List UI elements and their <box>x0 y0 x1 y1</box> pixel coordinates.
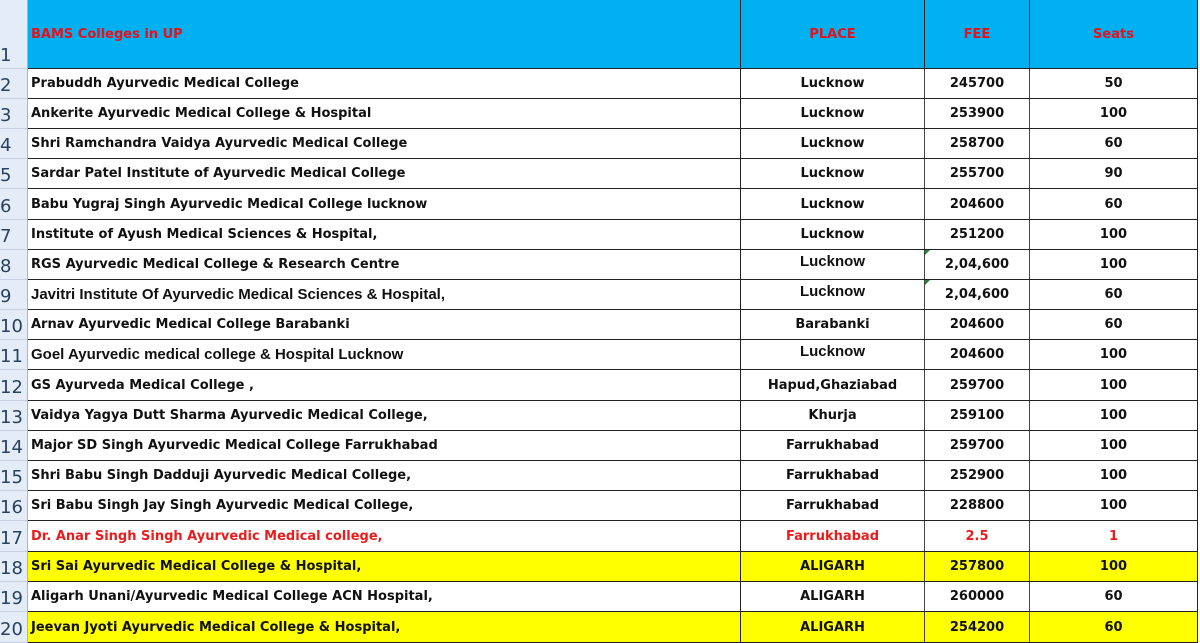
fee-cell[interactable]: 259700 <box>925 370 1030 400</box>
seats-cell[interactable]: 90 <box>1030 159 1198 188</box>
seats-cell[interactable]: 50 <box>1030 69 1198 98</box>
seats-cell[interactable]: 100 <box>1030 491 1198 520</box>
college-name-cell[interactable]: Sardar Patel Institute of Ayurvedic Medical College <box>28 159 741 188</box>
table-row <box>28 461 1198 491</box>
column-header-seats[interactable]: Seats <box>1030 0 1198 68</box>
college-name-cell[interactable]: Aligarh Unani/Ayurvedic Medical College ACN Hospital, <box>28 582 741 611</box>
fee-cell[interactable]: 258700 <box>925 129 1030 158</box>
table-row <box>28 491 1198 521</box>
row-header-2[interactable]: 2 <box>0 69 27 99</box>
row-header-11[interactable]: 11 <box>0 340 27 370</box>
fee-cell[interactable]: 253900 <box>925 99 1030 128</box>
fee-cell[interactable]: 254200 <box>925 612 1030 642</box>
seats-cell[interactable]: 100 <box>1030 431 1198 460</box>
fee-cell[interactable]: 204600 <box>925 310 1030 339</box>
place-cell[interactable]: Lucknow <box>741 129 925 158</box>
fee-cell[interactable]: 2.5 <box>925 521 1030 551</box>
column-header-place[interactable]: PLACE <box>741 0 925 68</box>
place-cell[interactable]: ALIGARH <box>741 612 925 642</box>
college-name-cell[interactable]: RGS Ayurvedic Medical College & Research Centre <box>28 250 741 279</box>
college-name-cell[interactable]: Jeevan Jyoti Ayurvedic Medical College & Hospital, <box>28 612 741 642</box>
table-row <box>28 582 1198 612</box>
title-cell[interactable]: BAMS Colleges in UP <box>28 0 741 68</box>
seats-cell[interactable]: 100 <box>1030 250 1198 279</box>
fee-cell[interactable]: 255700 <box>925 159 1030 188</box>
place-cell[interactable]: Lucknow <box>741 280 925 309</box>
table-row <box>28 431 1198 461</box>
error-indicator-icon <box>925 250 930 255</box>
table-row <box>28 189 1198 220</box>
fee-cell[interactable]: 204600 <box>925 189 1030 219</box>
table-row <box>28 250 1198 280</box>
fee-cell[interactable]: 251200 <box>925 220 1030 249</box>
fee-cell[interactable] <box>925 250 1030 279</box>
college-name-cell[interactable]: Institute of Ayush Medical Sciences & Hospital, <box>28 220 741 249</box>
seats-cell[interactable]: 100 <box>1030 99 1198 128</box>
table-row-highlighted-yellow <box>28 552 1198 582</box>
table-row <box>28 280 1198 310</box>
row-header-8[interactable]: 8 <box>0 250 27 280</box>
row-header-20[interactable]: 20 <box>0 612 27 643</box>
place-cell[interactable]: Farrukhabad <box>741 521 925 551</box>
place-cell[interactable]: Farrukhabad <box>741 491 925 520</box>
fee-cell[interactable]: 228800 <box>925 491 1030 520</box>
table-row <box>28 310 1198 340</box>
college-name-cell[interactable]: Vaidya Yagya Dutt Sharma Ayurvedic Medical College, <box>28 401 741 430</box>
college-name-cell[interactable]: Dr. Anar Singh Singh Ayurvedic Medical college, <box>28 521 741 551</box>
column-header-fee[interactable]: FEE <box>925 0 1030 68</box>
fee-value: 2,04,600 <box>944 257 1010 272</box>
college-name-cell[interactable]: GS Ayurveda Medical College , <box>28 370 741 400</box>
place-cell[interactable]: Khurja <box>741 401 925 430</box>
table-row <box>28 370 1198 401</box>
seats-cell[interactable]: 60 <box>1030 129 1198 158</box>
row-header-17[interactable]: 17 <box>0 521 27 552</box>
row-header-3[interactable]: 3 <box>0 99 27 129</box>
place-cell[interactable]: Lucknow <box>741 250 925 279</box>
table-row <box>28 99 1198 129</box>
table-row <box>28 220 1198 250</box>
row-header-19[interactable]: 19 <box>0 582 27 612</box>
row-header-10[interactable]: 10 <box>0 310 27 340</box>
row-header-16[interactable]: 16 <box>0 491 27 521</box>
table-row-highlighted-red <box>28 521 1198 552</box>
seats-cell[interactable]: 100 <box>1030 552 1198 581</box>
fee-cell[interactable] <box>925 280 1030 309</box>
college-name-cell[interactable]: Sri Sai Ayurvedic Medical College & Hospital, <box>28 552 741 581</box>
place-cell[interactable]: Lucknow <box>741 159 925 188</box>
seats-cell[interactable]: 100 <box>1030 461 1198 490</box>
place-cell[interactable]: Farrukhabad <box>741 431 925 460</box>
place-cell[interactable]: ALIGARH <box>741 552 925 581</box>
row-header-6[interactable]: 6 <box>0 189 27 220</box>
row-header-7[interactable]: 7 <box>0 220 27 250</box>
place-cell[interactable]: Lucknow <box>741 340 925 369</box>
college-name-cell[interactable]: Prabuddh Ayurvedic Medical College <box>28 69 741 98</box>
seats-cell[interactable]: 60 <box>1030 310 1198 339</box>
row-header-5[interactable]: 5 <box>0 159 27 189</box>
fee-cell[interactable]: 259700 <box>925 431 1030 460</box>
fee-cell[interactable]: 204600 <box>925 340 1030 369</box>
place-cell[interactable]: Barabanki <box>741 310 925 339</box>
seats-cell[interactable]: 60 <box>1030 189 1198 219</box>
table-row-highlighted-yellow <box>28 612 1198 643</box>
fee-cell[interactable]: 259100 <box>925 401 1030 430</box>
header-row <box>28 0 1198 69</box>
place-cell[interactable]: Farrukhabad <box>741 461 925 490</box>
place-cell[interactable]: Hapud,Ghaziabad <box>741 370 925 400</box>
college-name-cell[interactable]: Shri Babu Singh Dadduji Ayurvedic Medical College, <box>28 461 741 490</box>
seats-cell[interactable]: 100 <box>1030 340 1198 369</box>
row-header-15[interactable]: 15 <box>0 461 27 491</box>
row-header-12[interactable]: 12 <box>0 370 27 401</box>
table-row <box>28 340 1198 370</box>
college-name-cell[interactable]: Arnav Ayurvedic Medical College Barabanki <box>28 310 741 339</box>
fee-cell[interactable]: 257800 <box>925 552 1030 581</box>
seats-cell[interactable]: 100 <box>1030 220 1198 249</box>
seats-cell[interactable]: 100 <box>1030 401 1198 430</box>
place-cell[interactable]: Lucknow <box>741 189 925 219</box>
table-row <box>28 401 1198 431</box>
table-row <box>28 159 1198 189</box>
fee-value: 2,04,600 <box>944 287 1010 302</box>
college-name-cell[interactable]: Sri Babu Singh Jay Singh Ayurvedic Medical College, <box>28 491 741 520</box>
fee-cell[interactable]: 245700 <box>925 69 1030 98</box>
row-header-1[interactable]: 1 <box>0 0 27 69</box>
seats-cell[interactable]: 100 <box>1030 370 1198 400</box>
place-cell[interactable]: ALIGARH <box>741 582 925 611</box>
error-indicator-icon <box>925 280 930 285</box>
seats-cell[interactable]: 1 <box>1030 521 1198 551</box>
row-header-9[interactable]: 9 <box>0 280 27 310</box>
place-cell[interactable]: Lucknow <box>741 220 925 249</box>
place-cell[interactable]: Lucknow <box>741 69 925 98</box>
seats-cell[interactable]: 60 <box>1030 280 1198 309</box>
college-name-cell[interactable]: Shri Ramchandra Vaidya Ayurvedic Medical College <box>28 129 741 158</box>
table-row <box>28 129 1198 159</box>
fee-cell[interactable]: 260000 <box>925 582 1030 611</box>
row-header-13[interactable]: 13 <box>0 401 27 431</box>
row-header-4[interactable]: 4 <box>0 129 27 159</box>
college-name-cell[interactable]: Ankerite Ayurvedic Medical College & Hospital <box>28 99 741 128</box>
fee-cell[interactable]: 252900 <box>925 461 1030 490</box>
college-name-cell[interactable]: Major SD Singh Ayurvedic Medical College Farrukhabad <box>28 431 741 460</box>
college-name-cell[interactable]: Babu Yugraj Singh Ayurvedic Medical College lucknow <box>28 189 741 219</box>
college-name-cell[interactable]: Goel Ayurvedic medical college & Hospital Lucknow <box>28 340 741 369</box>
row-header-14[interactable]: 14 <box>0 431 27 461</box>
table-row <box>28 69 1198 99</box>
seats-cell[interactable]: 60 <box>1030 582 1198 611</box>
place-cell[interactable]: Lucknow <box>741 99 925 128</box>
college-name-cell[interactable]: Javitri Institute Of Ayurvedic Medical Sciences & Hospital, <box>28 280 741 309</box>
row-header-18[interactable]: 18 <box>0 552 27 582</box>
seats-cell[interactable]: 60 <box>1030 612 1198 642</box>
